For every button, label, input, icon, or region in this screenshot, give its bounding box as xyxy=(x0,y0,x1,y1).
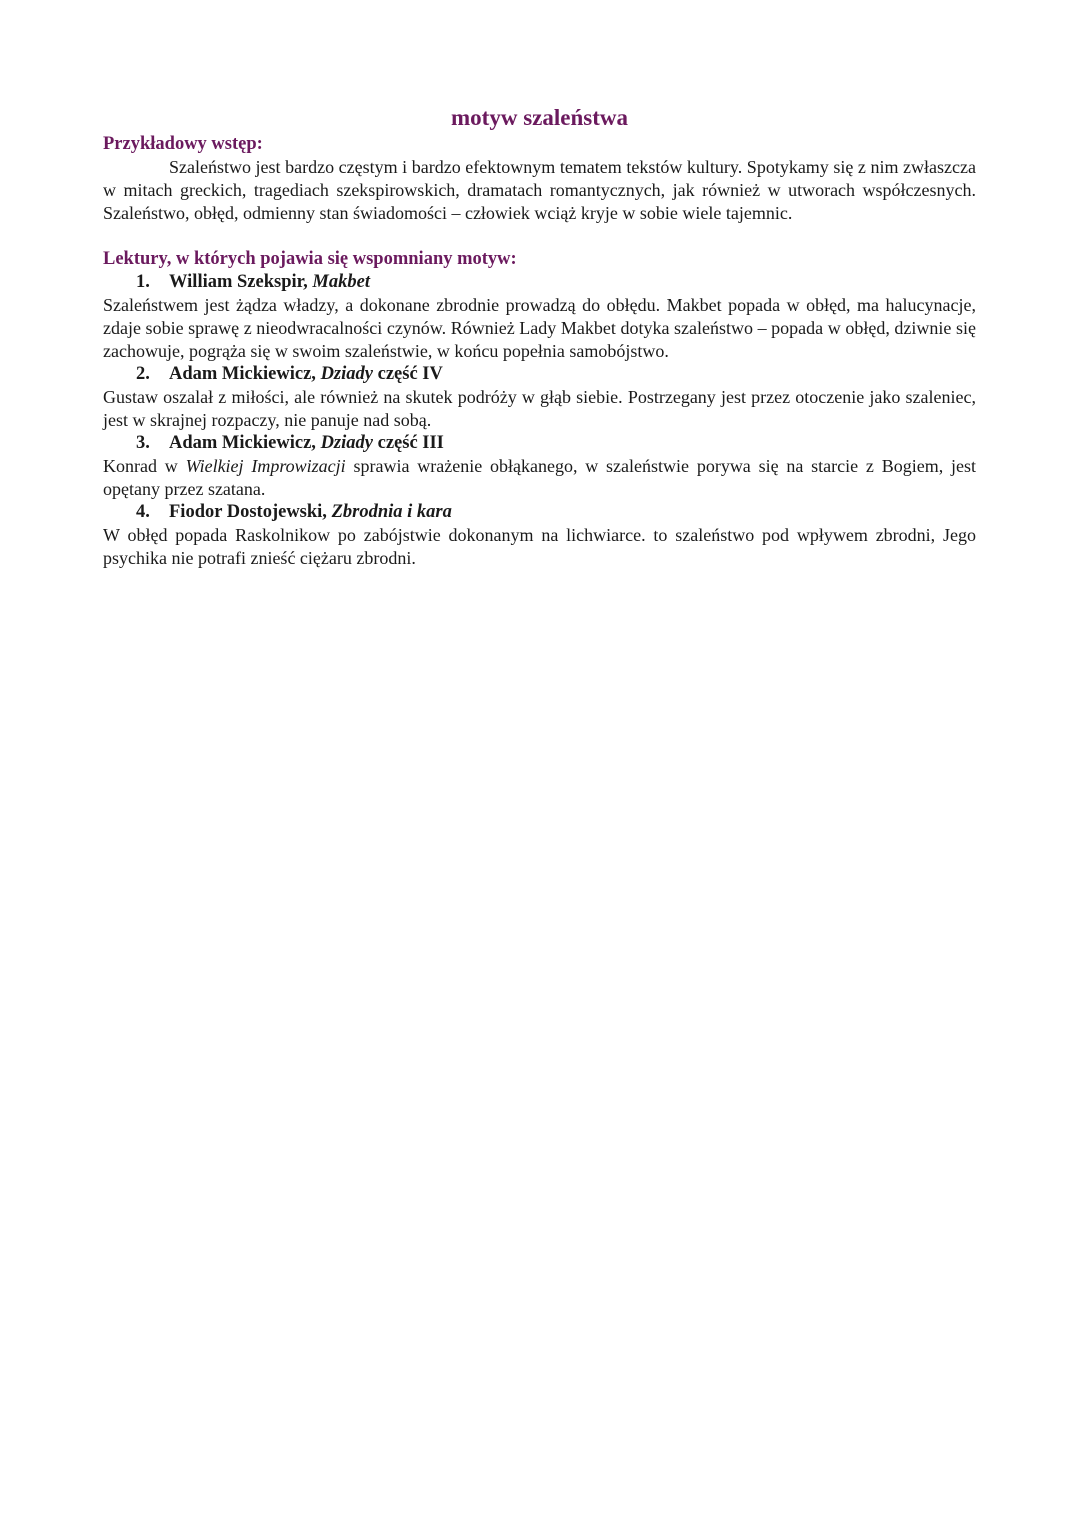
reading-item-work: Dziady xyxy=(320,433,373,453)
reading-item-number: 1. xyxy=(136,272,150,292)
document-page xyxy=(103,104,976,570)
reading-item-title xyxy=(103,501,976,524)
reading-item-author: Fiodor Dostojewski, xyxy=(169,502,327,522)
reading-item-work: Dziady xyxy=(320,364,373,384)
description-text: Konrad w xyxy=(103,456,178,476)
reading-item-part: część IV xyxy=(377,364,443,384)
section-spacer xyxy=(103,225,976,248)
reading-item-number: 4. xyxy=(136,502,150,522)
document-title: motyw szaleństwa xyxy=(451,105,628,130)
reading-item-title xyxy=(103,271,976,294)
reading-item-title xyxy=(103,432,976,455)
reading-item-description: Szaleństwem jest żądza władzy, a dokonane zbrodnie prowadzą do obłędu. Makbet popada w obłęd, ma halucynacje, zdaje sobie sprawę z nieodwracalności czynów. Również Lady Makbet dotyka szaleństwo – popada w obłęd, dziwnie się zachowuje, pogrąża się w swoim szaleństwie, w końcu popełnia samobójstwo. xyxy=(103,295,976,361)
reading-item-number: 3. xyxy=(136,433,150,453)
reading-item-author: William Szekspir, xyxy=(169,272,308,292)
description-text: sprawia wrażenie obłąkanego, w szaleństwie porywa się na starcie z Bogiem, jest opętany przez szatana. xyxy=(103,456,976,499)
intro-heading: Przykładowy wstęp: xyxy=(103,134,263,154)
reading-item-description: W obłęd popada Raskolnikow po zabójstwie dokonanym na lichwiarce. to szaleństwo pod wpływem zbrodni, Jego psychika nie potrafi znieść ciężaru zbrodni. xyxy=(103,525,976,568)
readings-heading: Lektury, w których pojawia się wspomniany motyw: xyxy=(103,249,517,269)
reading-item-description: Gustaw oszalał z miłości, ale również na skutek podróży w głąb siebie. Postrzegany jest przez otoczenie jako szaleniec, jest w skrajnej rozpaczy, nie panuje nad sobą. xyxy=(103,387,976,430)
reading-item-part: część III xyxy=(377,433,444,453)
description-italic-title: Wielkiej Improwizacji xyxy=(185,456,346,476)
reading-item-title xyxy=(103,363,976,386)
intro-paragraph: Szaleństwo jest bardzo częstym i bardzo efektownym tematem tekstów kultury. Spotykamy się z nim zwłaszcza w mitach greckich, tragediach szekspirowskich, dramatach romantycznych, jak również w utworach współczesnych. Szaleństwo, obłęd, odmienny stan świadomości – człowiek wciąż kryje w sobie wiele tajemnic. xyxy=(103,157,976,223)
reading-item-description xyxy=(103,455,976,501)
reading-item-work: Zbrodnia i kara xyxy=(331,502,452,522)
reading-item-author: Adam Mickiewicz, xyxy=(169,433,316,453)
reading-item-work: Makbet xyxy=(312,272,370,292)
reading-item-number: 2. xyxy=(136,364,150,384)
reading-item-author: Adam Mickiewicz, xyxy=(169,364,316,384)
